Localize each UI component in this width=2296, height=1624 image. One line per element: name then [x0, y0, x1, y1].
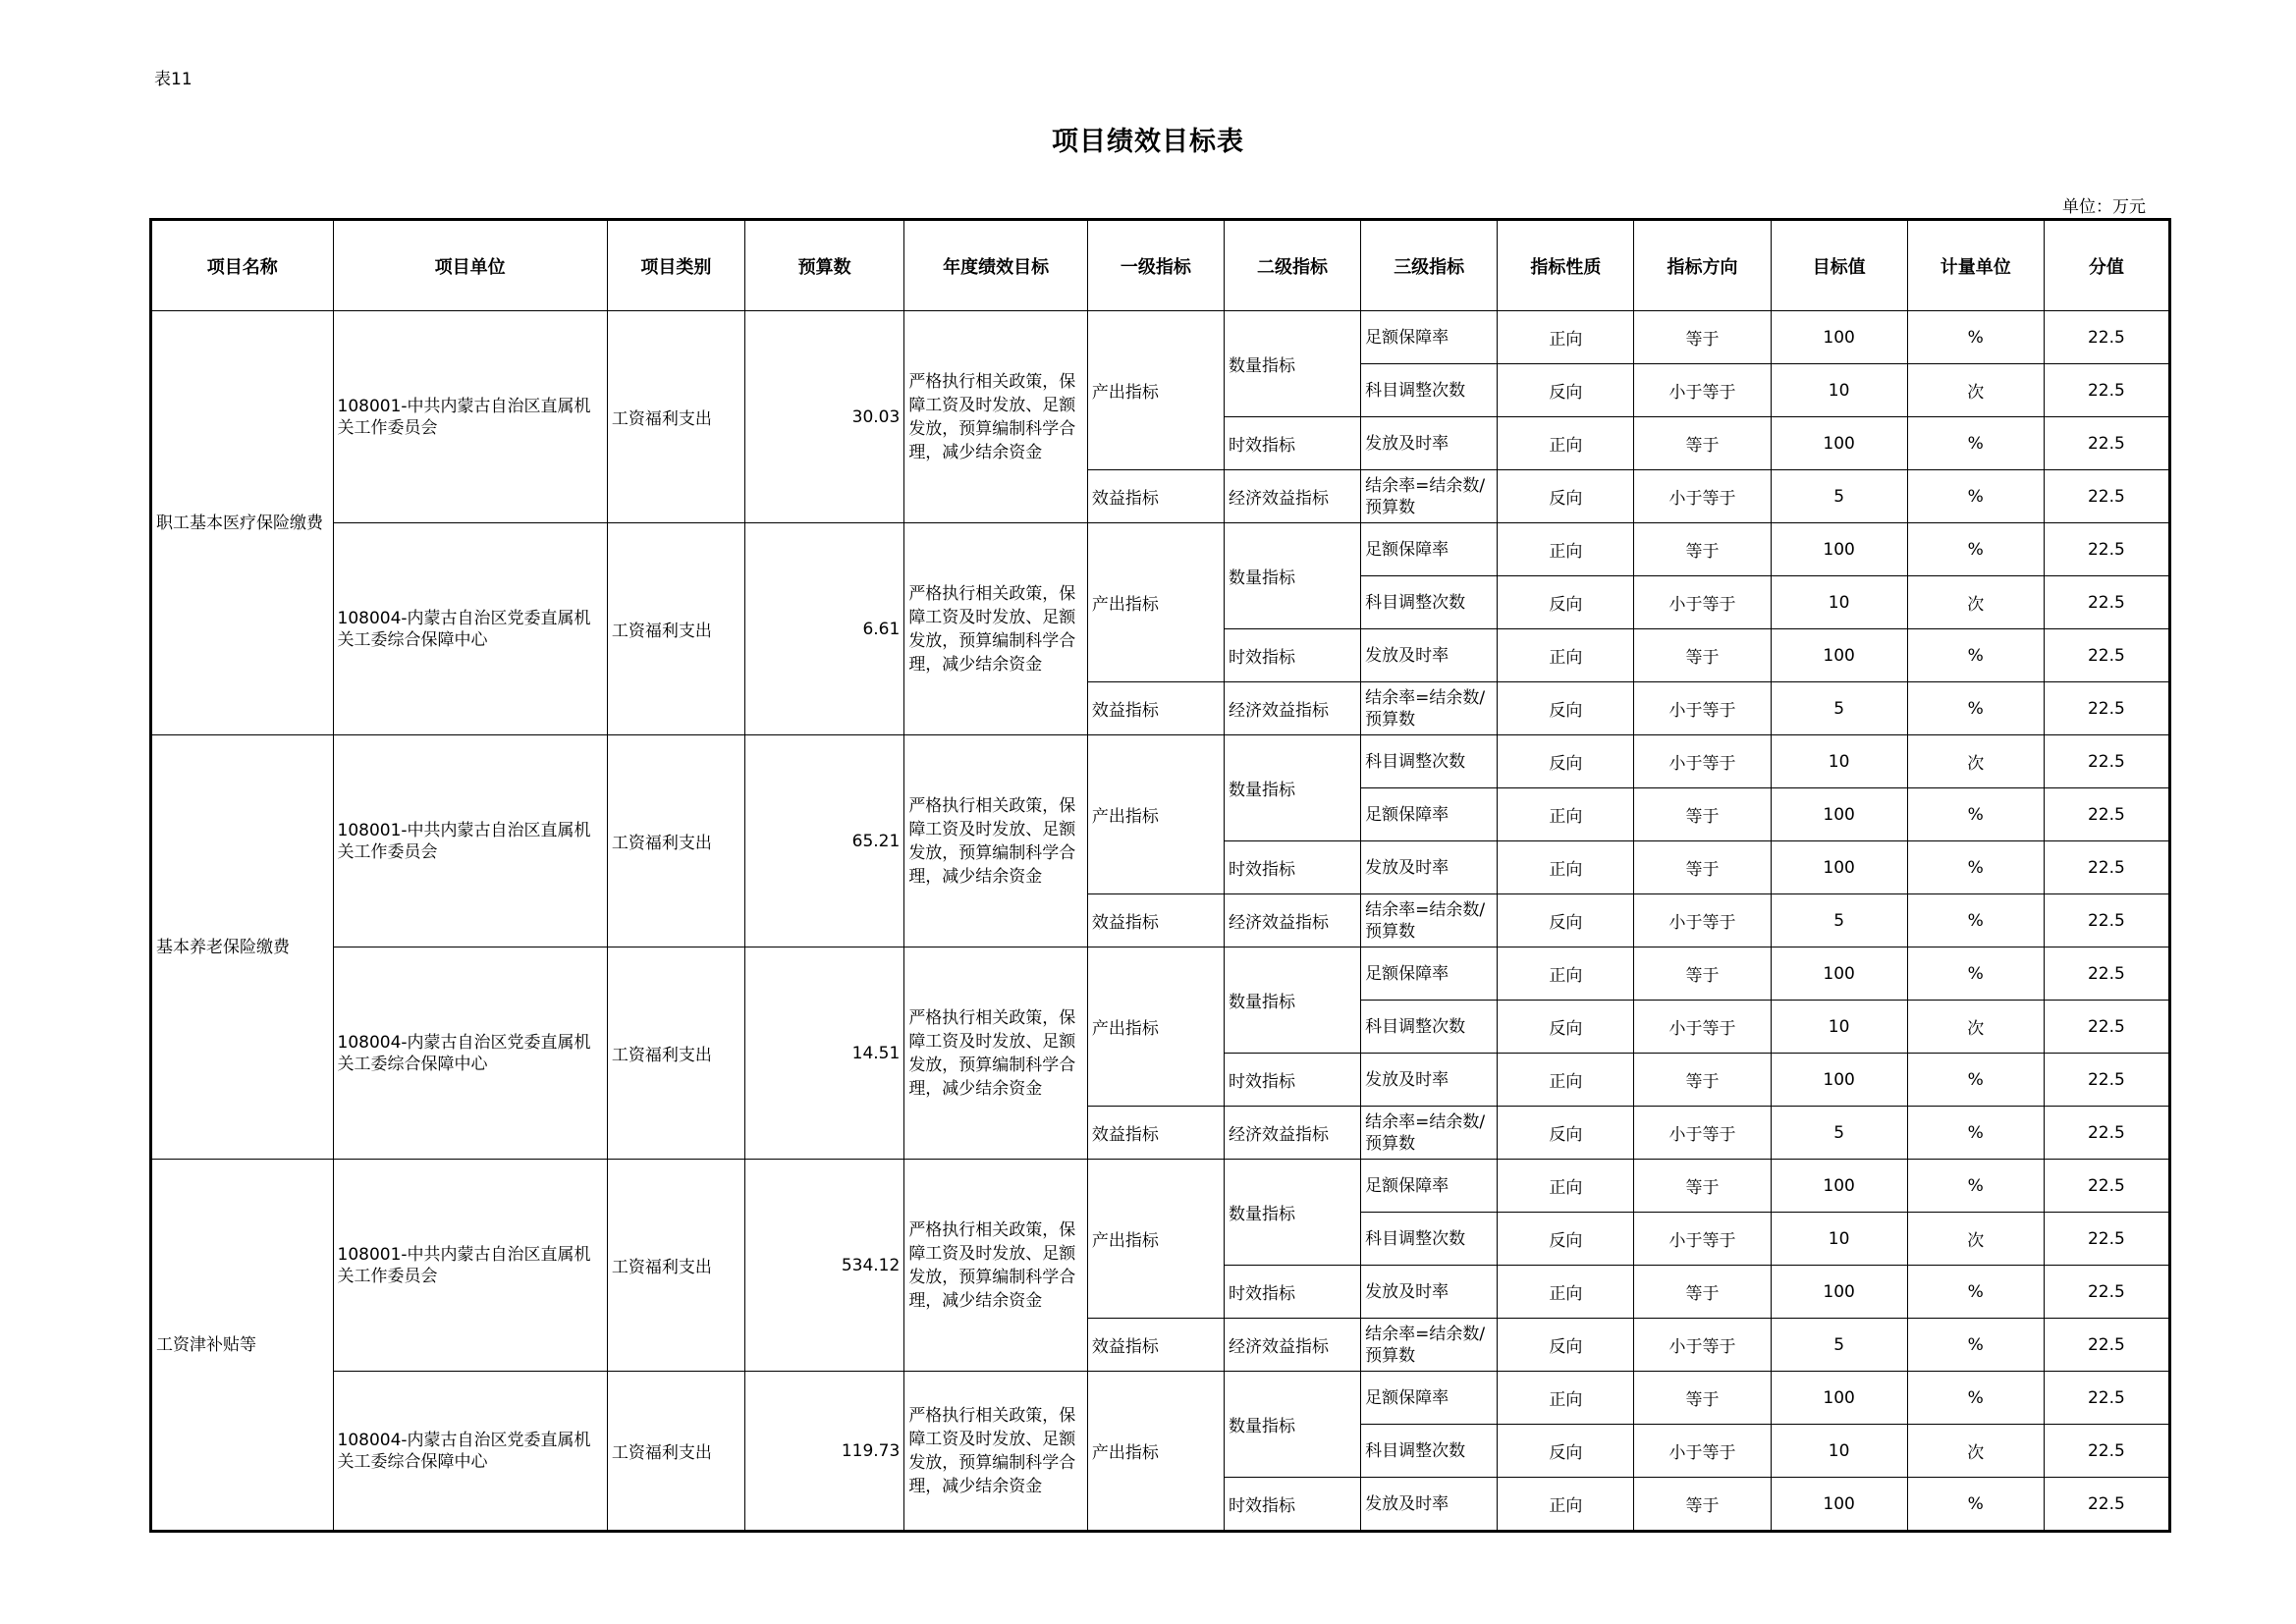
header-level3-indicator: 三级指标 [1361, 220, 1498, 311]
score-cell: 22.5 [2044, 629, 2169, 682]
budget-cell: 30.03 [744, 311, 903, 523]
measure-unit-cell: 次 [1907, 364, 2044, 417]
budget-cell: 119.73 [744, 1372, 903, 1532]
level3-indicator-cell: 足额保障率 [1361, 947, 1498, 1001]
level3-indicator-cell: 结余率=结余数/预算数 [1361, 470, 1498, 523]
level3-indicator-cell: 足额保障率 [1361, 1160, 1498, 1213]
target-value-cell: 100 [1771, 417, 1907, 470]
level3-indicator-cell: 科目调整次数 [1361, 1213, 1498, 1266]
target-value-cell: 100 [1771, 1372, 1907, 1425]
project-name-cell: 职工基本医疗保险缴费 [151, 311, 334, 735]
level3-indicator-cell: 科目调整次数 [1361, 364, 1498, 417]
indicator-direction-cell: 小于等于 [1634, 1107, 1771, 1160]
level3-indicator-cell: 科目调整次数 [1361, 576, 1498, 629]
indicator-nature-cell: 正向 [1498, 1266, 1634, 1319]
level3-indicator-cell: 足额保障率 [1361, 788, 1498, 841]
table-row [151, 735, 2170, 788]
score-cell: 22.5 [2044, 311, 2169, 364]
performance-target-table [149, 218, 2171, 1533]
level3-indicator-cell: 发放及时率 [1361, 417, 1498, 470]
measure-unit-cell: % [1907, 1054, 2044, 1107]
indicator-direction-cell: 小于等于 [1634, 682, 1771, 735]
table-row [151, 947, 2170, 1001]
target-value-cell: 100 [1771, 1266, 1907, 1319]
indicator-nature-cell: 正向 [1498, 311, 1634, 364]
sheet-label: 表11 [154, 70, 192, 89]
indicator-direction-cell: 等于 [1634, 1160, 1771, 1213]
target-value-cell: 5 [1771, 682, 1907, 735]
indicator-direction-cell: 小于等于 [1634, 1001, 1771, 1054]
indicator-direction-cell: 等于 [1634, 841, 1771, 894]
target-value-cell: 10 [1771, 1213, 1907, 1266]
measure-unit-cell: % [1907, 1478, 2044, 1532]
project-unit-cell: 108001-中共内蒙古自治区直属机关工作委员会 [333, 311, 607, 523]
level2-indicator-cell: 经济效益指标 [1224, 682, 1360, 735]
target-value-cell: 5 [1771, 470, 1907, 523]
score-cell: 22.5 [2044, 1425, 2169, 1478]
level3-indicator-cell: 足额保障率 [1361, 1372, 1498, 1425]
table-row [151, 311, 2170, 364]
level1-indicator-cell: 产出指标 [1087, 1372, 1224, 1532]
level3-indicator-cell: 足额保障率 [1361, 523, 1498, 576]
page-title: 项目绩效目标表 [1052, 127, 1244, 157]
project-category-cell: 工资福利支出 [607, 523, 744, 735]
target-value-cell: 100 [1771, 629, 1907, 682]
level1-indicator-cell: 产出指标 [1087, 1160, 1224, 1319]
page-bottom-margin [0, 1571, 2296, 1624]
header-indicator-nature: 指标性质 [1498, 220, 1634, 311]
level3-indicator-cell: 科目调整次数 [1361, 1425, 1498, 1478]
level2-indicator-cell: 数量指标 [1224, 311, 1360, 417]
header-level1-indicator: 一级指标 [1087, 220, 1224, 311]
annual-goal-cell: 严格执行相关政策，保障工资及时发放、足额发放，预算编制科学合理，减少结余资金 [904, 311, 1088, 523]
project-name-cell: 工资津补贴等 [151, 1160, 334, 1532]
measure-unit-cell: 次 [1907, 735, 2044, 788]
level2-indicator-cell: 经济效益指标 [1224, 470, 1360, 523]
level3-indicator-cell: 结余率=结余数/预算数 [1361, 1107, 1498, 1160]
indicator-direction-cell: 小于等于 [1634, 1213, 1771, 1266]
project-category-cell: 工资福利支出 [607, 947, 744, 1160]
score-cell: 22.5 [2044, 364, 2169, 417]
score-cell: 22.5 [2044, 841, 2169, 894]
level2-indicator-cell: 经济效益指标 [1224, 894, 1360, 947]
score-cell: 22.5 [2044, 523, 2169, 576]
level3-indicator-cell: 科目调整次数 [1361, 735, 1498, 788]
level2-indicator-cell: 经济效益指标 [1224, 1107, 1360, 1160]
annual-goal-cell: 严格执行相关政策，保障工资及时发放、足额发放，预算编制科学合理，减少结余资金 [904, 735, 1088, 947]
project-unit-cell: 108001-中共内蒙古自治区直属机关工作委员会 [333, 735, 607, 947]
indicator-nature-cell: 正向 [1498, 1054, 1634, 1107]
level1-indicator-cell: 效益指标 [1087, 1107, 1224, 1160]
project-category-cell: 工资福利支出 [607, 1372, 744, 1532]
target-value-cell: 10 [1771, 576, 1907, 629]
indicator-direction-cell: 等于 [1634, 1054, 1771, 1107]
target-value-cell: 5 [1771, 894, 1907, 947]
measure-unit-cell: % [1907, 682, 2044, 735]
measure-unit-cell: % [1907, 1160, 2044, 1213]
indicator-direction-cell: 小于等于 [1634, 735, 1771, 788]
indicator-direction-cell: 等于 [1634, 1266, 1771, 1319]
measure-unit-cell: 次 [1907, 1001, 2044, 1054]
header-project-unit: 项目单位 [333, 220, 607, 311]
level3-indicator-cell: 发放及时率 [1361, 841, 1498, 894]
budget-cell: 14.51 [744, 947, 903, 1160]
score-cell: 22.5 [2044, 894, 2169, 947]
indicator-direction-cell: 小于等于 [1634, 576, 1771, 629]
score-cell: 22.5 [2044, 417, 2169, 470]
indicator-nature-cell: 正向 [1498, 841, 1634, 894]
target-value-cell: 100 [1771, 311, 1907, 364]
level3-indicator-cell: 结余率=结余数/预算数 [1361, 1319, 1498, 1372]
target-value-cell: 100 [1771, 1054, 1907, 1107]
target-value-cell: 10 [1771, 1001, 1907, 1054]
level2-indicator-cell: 时效指标 [1224, 629, 1360, 682]
target-value-cell: 100 [1771, 1478, 1907, 1532]
indicator-direction-cell: 等于 [1634, 629, 1771, 682]
indicator-nature-cell: 反向 [1498, 735, 1634, 788]
target-value-cell: 100 [1771, 841, 1907, 894]
level3-indicator-cell: 发放及时率 [1361, 1266, 1498, 1319]
target-value-cell: 100 [1771, 947, 1907, 1001]
level2-indicator-cell: 数量指标 [1224, 1160, 1360, 1266]
indicator-direction-cell: 等于 [1634, 523, 1771, 576]
indicator-nature-cell: 反向 [1498, 1319, 1634, 1372]
level1-indicator-cell: 产出指标 [1087, 311, 1224, 470]
target-value-cell: 100 [1771, 523, 1907, 576]
measure-unit-cell: 次 [1907, 576, 2044, 629]
indicator-nature-cell: 正向 [1498, 417, 1634, 470]
measure-unit-cell: % [1907, 1266, 2044, 1319]
measure-unit-cell: % [1907, 1319, 2044, 1372]
project-unit-cell: 108004-内蒙古自治区党委直属机关工委综合保障中心 [333, 1372, 607, 1532]
budget-cell: 6.61 [744, 523, 903, 735]
level1-indicator-cell: 效益指标 [1087, 1319, 1224, 1372]
indicator-direction-cell: 等于 [1634, 1372, 1771, 1425]
indicator-direction-cell: 等于 [1634, 788, 1771, 841]
measure-unit-cell: % [1907, 311, 2044, 364]
indicator-nature-cell: 反向 [1498, 470, 1634, 523]
header-measure-unit: 计量单位 [1907, 220, 2044, 311]
score-cell: 22.5 [2044, 576, 2169, 629]
indicator-nature-cell: 反向 [1498, 576, 1634, 629]
level1-indicator-cell: 产出指标 [1087, 523, 1224, 682]
budget-cell: 534.12 [744, 1160, 903, 1372]
measure-unit-cell: % [1907, 417, 2044, 470]
project-category-cell: 工资福利支出 [607, 735, 744, 947]
measure-unit-cell: % [1907, 841, 2044, 894]
indicator-direction-cell: 小于等于 [1634, 894, 1771, 947]
score-cell: 22.5 [2044, 1213, 2169, 1266]
table-row [151, 1160, 2170, 1213]
indicator-nature-cell: 正向 [1498, 629, 1634, 682]
score-cell: 22.5 [2044, 1107, 2169, 1160]
level3-indicator-cell: 结余率=结余数/预算数 [1361, 894, 1498, 947]
level1-indicator-cell: 效益指标 [1087, 682, 1224, 735]
header-level2-indicator: 二级指标 [1224, 220, 1360, 311]
project-category-cell: 工资福利支出 [607, 311, 744, 523]
table-body [151, 311, 2170, 1532]
unit-label: 单位：万元 [2062, 197, 2146, 217]
annual-goal-cell: 严格执行相关政策，保障工资及时发放、足额发放，预算编制科学合理，减少结余资金 [904, 1372, 1088, 1532]
level1-indicator-cell: 效益指标 [1087, 470, 1224, 523]
indicator-direction-cell: 等于 [1634, 311, 1771, 364]
indicator-direction-cell: 小于等于 [1634, 1319, 1771, 1372]
header-project-category: 项目类别 [607, 220, 744, 311]
level2-indicator-cell: 时效指标 [1224, 1054, 1360, 1107]
indicator-nature-cell: 反向 [1498, 1001, 1634, 1054]
score-cell: 22.5 [2044, 947, 2169, 1001]
table-row [151, 1372, 2170, 1425]
score-cell: 22.5 [2044, 1266, 2169, 1319]
indicator-direction-cell: 等于 [1634, 947, 1771, 1001]
score-cell: 22.5 [2044, 1372, 2169, 1425]
measure-unit-cell: 次 [1907, 1425, 2044, 1478]
indicator-direction-cell: 等于 [1634, 417, 1771, 470]
header-project-name: 项目名称 [151, 220, 334, 311]
annual-goal-cell: 严格执行相关政策，保障工资及时发放、足额发放，预算编制科学合理，减少结余资金 [904, 947, 1088, 1160]
target-value-cell: 100 [1771, 1160, 1907, 1213]
level2-indicator-cell: 数量指标 [1224, 947, 1360, 1054]
target-value-cell: 5 [1771, 1319, 1907, 1372]
measure-unit-cell: % [1907, 894, 2044, 947]
level2-indicator-cell: 数量指标 [1224, 523, 1360, 629]
level3-indicator-cell: 发放及时率 [1361, 629, 1498, 682]
measure-unit-cell: % [1907, 470, 2044, 523]
budget-cell: 65.21 [744, 735, 903, 947]
indicator-nature-cell: 反向 [1498, 1107, 1634, 1160]
level2-indicator-cell: 时效指标 [1224, 1266, 1360, 1319]
indicator-nature-cell: 反向 [1498, 682, 1634, 735]
measure-unit-cell: % [1907, 947, 2044, 1001]
level3-indicator-cell: 发放及时率 [1361, 1054, 1498, 1107]
project-category-cell: 工资福利支出 [607, 1160, 744, 1372]
header-target-value: 目标值 [1771, 220, 1907, 311]
indicator-nature-cell: 正向 [1498, 947, 1634, 1001]
measure-unit-cell: % [1907, 1107, 2044, 1160]
indicator-nature-cell: 反向 [1498, 1213, 1634, 1266]
header-budget: 预算数 [744, 220, 903, 311]
measure-unit-cell: 次 [1907, 1213, 2044, 1266]
indicator-nature-cell: 反向 [1498, 1425, 1634, 1478]
project-unit-cell: 108004-内蒙古自治区党委直属机关工委综合保障中心 [333, 947, 607, 1160]
indicator-nature-cell: 反向 [1498, 364, 1634, 417]
level2-indicator-cell: 数量指标 [1224, 735, 1360, 841]
project-name-cell: 基本养老保险缴费 [151, 735, 334, 1160]
indicator-nature-cell: 正向 [1498, 1372, 1634, 1425]
annual-goal-cell: 严格执行相关政策，保障工资及时发放、足额发放，预算编制科学合理，减少结余资金 [904, 1160, 1088, 1372]
level1-indicator-cell: 产出指标 [1087, 947, 1224, 1107]
project-unit-cell: 108001-中共内蒙古自治区直属机关工作委员会 [333, 1160, 607, 1372]
indicator-direction-cell: 小于等于 [1634, 470, 1771, 523]
table-header-row [151, 220, 2170, 311]
indicator-nature-cell: 正向 [1498, 523, 1634, 576]
annual-goal-cell: 严格执行相关政策，保障工资及时发放、足额发放，预算编制科学合理，减少结余资金 [904, 523, 1088, 735]
measure-unit-cell: % [1907, 629, 2044, 682]
target-value-cell: 10 [1771, 1425, 1907, 1478]
indicator-nature-cell: 正向 [1498, 788, 1634, 841]
level2-indicator-cell: 数量指标 [1224, 1372, 1360, 1478]
indicator-direction-cell: 小于等于 [1634, 1425, 1771, 1478]
target-value-cell: 100 [1771, 788, 1907, 841]
measure-unit-cell: % [1907, 523, 2044, 576]
indicator-nature-cell: 反向 [1498, 894, 1634, 947]
target-value-cell: 10 [1771, 735, 1907, 788]
level2-indicator-cell: 时效指标 [1224, 1478, 1360, 1532]
level3-indicator-cell: 足额保障率 [1361, 311, 1498, 364]
indicator-direction-cell: 小于等于 [1634, 364, 1771, 417]
level3-indicator-cell: 结余率=结余数/预算数 [1361, 682, 1498, 735]
table-row [151, 523, 2170, 576]
target-value-cell: 5 [1771, 1107, 1907, 1160]
level3-indicator-cell: 发放及时率 [1361, 1478, 1498, 1532]
project-unit-cell: 108004-内蒙古自治区党委直属机关工委综合保障中心 [333, 523, 607, 735]
score-cell: 22.5 [2044, 470, 2169, 523]
measure-unit-cell: % [1907, 1372, 2044, 1425]
indicator-nature-cell: 正向 [1498, 1478, 1634, 1532]
level2-indicator-cell: 时效指标 [1224, 417, 1360, 470]
score-cell: 22.5 [2044, 735, 2169, 788]
score-cell: 22.5 [2044, 1478, 2169, 1532]
score-cell: 22.5 [2044, 1319, 2169, 1372]
header-indicator-direction: 指标方向 [1634, 220, 1771, 311]
level1-indicator-cell: 产出指标 [1087, 735, 1224, 894]
measure-unit-cell: % [1907, 788, 2044, 841]
header-annual-goal: 年度绩效目标 [904, 220, 1088, 311]
indicator-nature-cell: 正向 [1498, 1160, 1634, 1213]
level2-indicator-cell: 时效指标 [1224, 841, 1360, 894]
score-cell: 22.5 [2044, 788, 2169, 841]
score-cell: 22.5 [2044, 1001, 2169, 1054]
header-score: 分值 [2044, 220, 2169, 311]
level2-indicator-cell: 经济效益指标 [1224, 1319, 1360, 1372]
target-value-cell: 10 [1771, 364, 1907, 417]
indicator-direction-cell: 等于 [1634, 1478, 1771, 1532]
level1-indicator-cell: 效益指标 [1087, 894, 1224, 947]
score-cell: 22.5 [2044, 1160, 2169, 1213]
score-cell: 22.5 [2044, 682, 2169, 735]
level3-indicator-cell: 科目调整次数 [1361, 1001, 1498, 1054]
score-cell: 22.5 [2044, 1054, 2169, 1107]
